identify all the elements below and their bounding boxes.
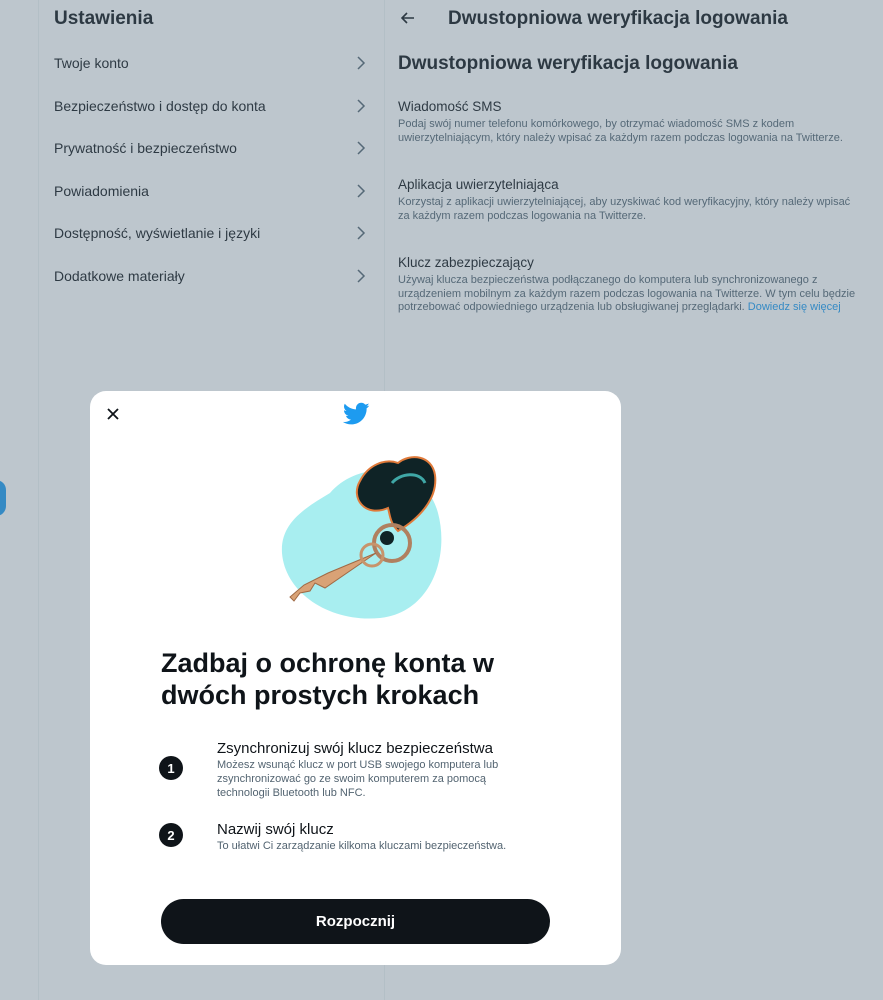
step-text [217, 740, 577, 800]
method-desc-line: Używaj klucza bezpieczeństwa podłączanego do komputera lub synchronizowanego z [398, 274, 818, 286]
modal-heading: Zadbaj o ochronę konta w dwóch prostych krokach [161, 648, 495, 710]
method-desc-text: potrzebować odpowiedniego urządzenia lub obsługiwanej przeglądarki. [398, 301, 745, 313]
step-desc-line: To ułatwi Ci zarządzanie kilkoma kluczami bezpieczeństwa. [217, 840, 507, 852]
security-key-illustration [270, 443, 460, 623]
step-number: 2 [159, 823, 183, 847]
step-title: Nazwij swój klucz [217, 821, 334, 838]
settings-item-label: Dodatkowe materiały [54, 267, 185, 284]
method-desc-line: za każdym razem podczas logowania na Twitterze. [398, 209, 647, 222]
method-desc-line: urządzeniem mobilnym za każdym razem podczas logowania na Twitterze. W tym celu będzie [398, 287, 856, 300]
security-key-modal [90, 391, 621, 965]
header-title: Dwustopniowa weryfikacja logowania [448, 8, 788, 29]
settings-item-label: Bezpieczeństwo i dostęp do konta [54, 97, 266, 114]
start-button[interactable]: Rozpocznij [161, 899, 550, 944]
close-icon[interactable] [103, 404, 123, 424]
method-desc-line: Korzystaj z aplikacji uwierzytelniającej, aby uzyskiwać kod weryfikacyjny, który należy wpisać [398, 196, 851, 208]
step-desc-line: Możesz wsunąć klucz w port USB swojego komputera lub [217, 759, 499, 771]
method-label: Aplikacja uwierzytelniająca [398, 177, 559, 192]
method-label: Wiadomość SMS [398, 99, 502, 114]
page-title: Dwustopniowa weryfikacja logowania [398, 53, 738, 74]
settings-item-label: Twoje konto [54, 55, 129, 72]
step-desc-line: technologii Bluetooth lub NFC. [217, 787, 366, 799]
step-text [217, 821, 577, 853]
step-number: 1 [159, 756, 183, 780]
method-label: Klucz zabezpieczający [398, 255, 534, 270]
method-desc-line: Podaj swój numer telefonu komórkowego, by otrzymać wiadomość SMS z kodem [398, 118, 795, 130]
settings-item-label: Prywatność i bezpieczeństwo [54, 140, 237, 157]
step-description [217, 758, 577, 800]
settings-item-label: Powiadomienia [54, 182, 149, 199]
twitter-bird-icon [343, 402, 370, 426]
learn-more-link[interactable]: Dowiedz się więcej [747, 301, 841, 313]
step-title: Zsynchronizuj swój klucz bezpieczeństwa [217, 740, 493, 757]
step-description [217, 839, 577, 853]
settings-title: Ustawienia [54, 8, 154, 29]
settings-item-label: Dostępność, wyświetlanie i języki [54, 225, 261, 242]
method-desc-line: uwierzytelniającym, który należy wpisać za każdym razem podczas logowania na Twitterze. [398, 131, 843, 144]
step-desc-line: zsynchronizować go ze swoim komputerem za pomocą [217, 773, 487, 785]
